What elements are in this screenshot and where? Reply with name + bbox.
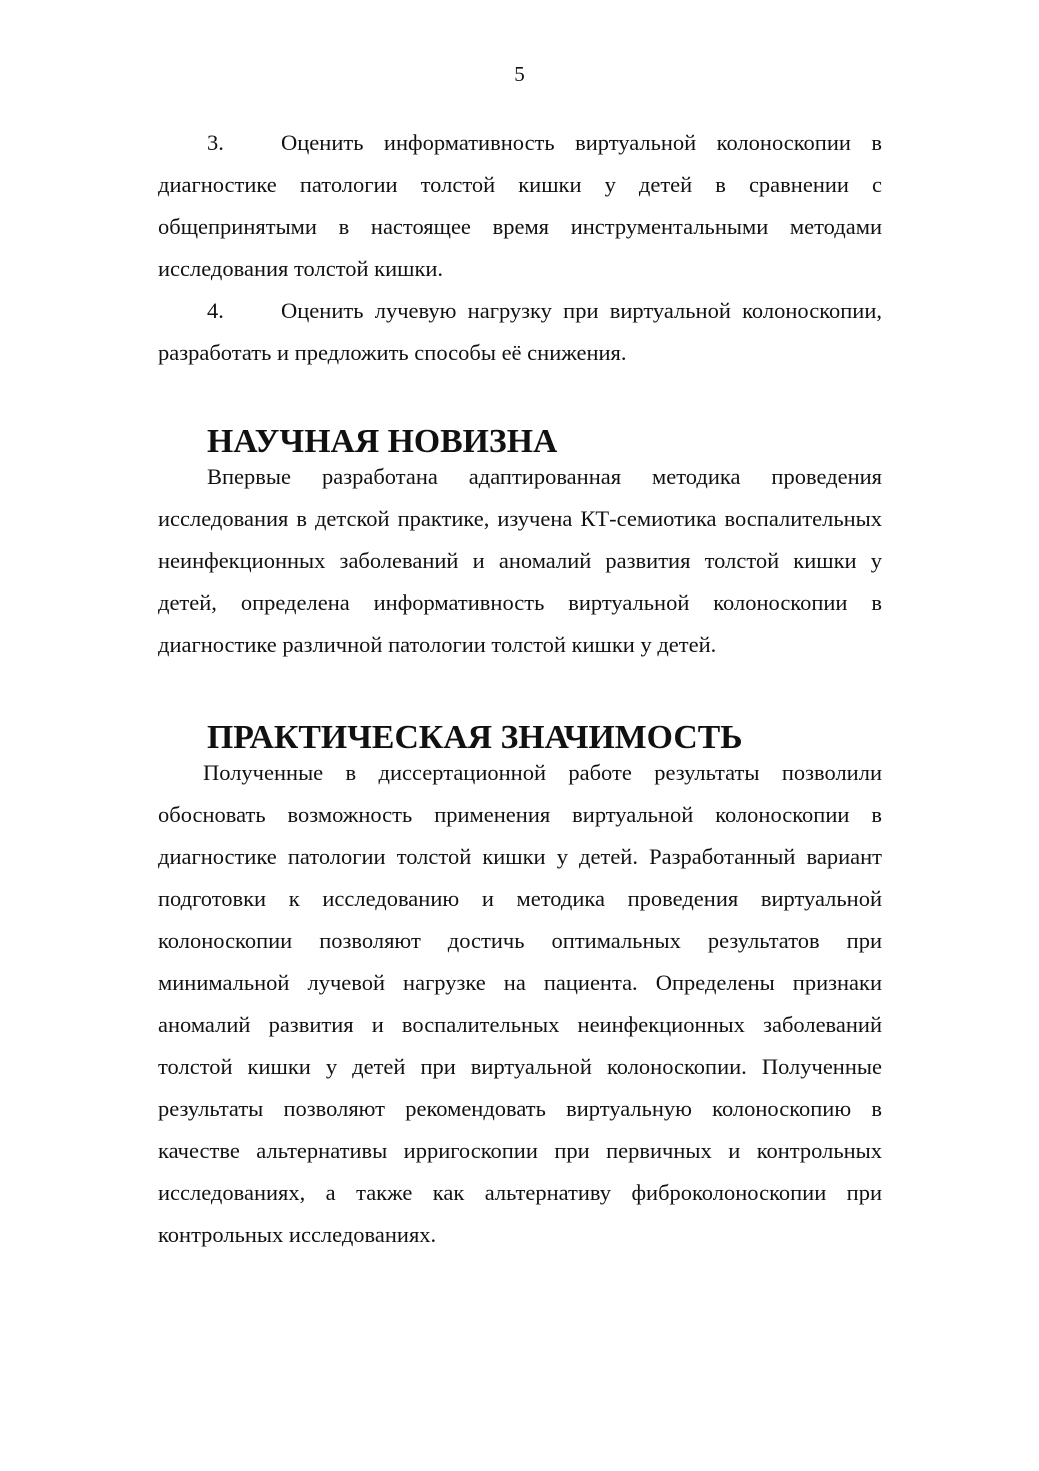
- section-heading-novelty: НАУЧНАЯ НОВИЗНА: [207, 423, 558, 460]
- list-item-text: Оценить информативность виртуальной колоноскопии в диагностике патологии толстой кишки у детей в сравнении с общепринятыми в настоящее время инструментальными методами исследования толстой кишки.: [158, 130, 882, 281]
- list-item-3: [158, 122, 882, 290]
- paragraph-significance: Полученные в диссертационной работе результаты позволили обосновать возможность применения виртуальной колоноскопии в диагностике патологии толстой кишки у детей. Разработанный вариант подготовки к исследованию и методика проведения виртуальной колоноскопии позволяют достичь оптимальных результатов при минимальной лучевой нагрузке на пациента. Определены признаки аномалий развития и воспалительных неинфекционных заболеваний толстой кишки у детей при виртуальной колоноскопии. Полученные результаты позволяют рекомендовать виртуальную колоноскопию в качестве альтернативы ирригоскопии при первичных и контрольных исследованиях, а также как альтернативу фиброколоноскопии при контрольных исследованиях.: [158, 760, 882, 1247]
- list-item-number: 4.: [207, 298, 224, 323]
- page-number: 5: [514, 62, 525, 86]
- page-content: [158, 122, 882, 1256]
- list-item-number: 3.: [207, 130, 224, 155]
- paragraph-novelty: Впервые разработана адаптированная методика проведения исследования в детской практике, изучена КТ-семиотика воспалительных неинфекционных заболеваний и аномалий развития толстой кишки у детей, определена информативность виртуальной колоноскопии в диагностике различной патологии толстой кишки у детей.: [158, 464, 882, 657]
- section-heading-significance: ПРАКТИЧЕСКАЯ ЗНАЧИМОСТЬ: [207, 719, 743, 756]
- list-item-text: Оценить лучевую нагрузку при виртуальной колоноскопии, разработать и предложить способы её снижения.: [158, 298, 882, 365]
- list-item-4: [158, 290, 882, 374]
- section-spacer: [158, 374, 882, 428]
- section-spacer: [158, 666, 882, 724]
